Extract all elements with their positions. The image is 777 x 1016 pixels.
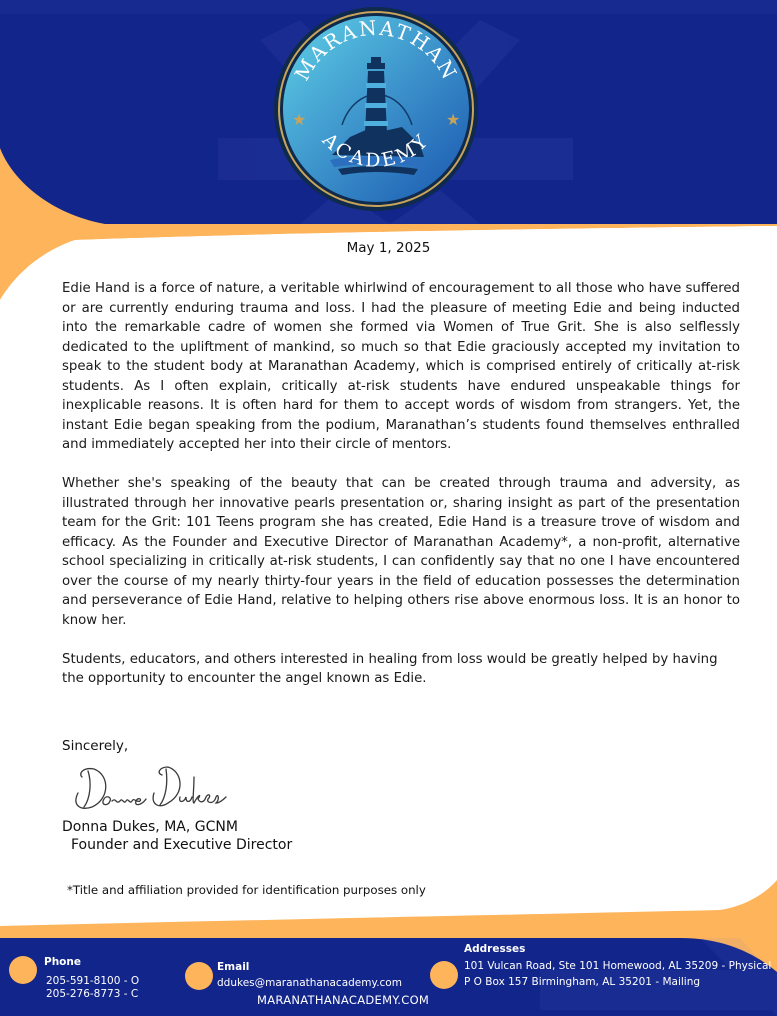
svg-text:MARANATHAN: MARANATHAN [289,15,463,85]
maranathan-academy-logo [272,5,480,213]
addresses-label: Addresses [464,943,526,955]
closing: Sincerely, [62,738,129,754]
signer-name: Donna Dukes, MA, GCNM [62,819,238,835]
star-icon: ★ [446,110,461,129]
address-icon [430,961,458,989]
footnote: *Title and affiliation provided for identification purposes only [67,883,426,897]
address-physical: 101 Vulcan Road, Ste 101 Homewood, AL 35209 - Physical [464,960,772,972]
phone-cell[interactable]: 205-276-8773 - C [46,988,139,1000]
email-link[interactable]: ddukes@maranathanacademy.com [217,977,402,989]
signer-title: Founder and Executive Director [71,837,293,853]
star-icon: ★ [292,110,307,129]
signature-image [70,763,270,815]
phone-icon [9,956,37,984]
address-mailing: P O Box 157 Birmingham, AL 35201 - Mailing [464,976,701,988]
svg-text:ACADEMY: ACADEMY [317,128,435,172]
letter-body [62,279,740,689]
paragraph-3: Students, educators, and others interested in healing from loss would be greatly helped by having the opportunity to encounter the angel known as Edie. [62,651,718,686]
phone-label: Phone [44,956,81,968]
paragraph-2: Whether she's speaking of the beauty that can be created through trauma and adversity, as illustrated through her innovative pearls presentation or, sharing insight as part of the presentation team for the Grit: 101 Teens program she has created, Edie Hand is a treasure trove of wisdom and efficacy. As the Founder and Executive Director of Maranathan Academy*, a non-profit, alternative school specializing in critically at-risk students, I can confidently say that no one I have encountered over the course of my nearly thirty-four years in the field of education possesses the determination and perseverance of Edie Hand, relative to helping others rise above enormous loss. It is an honor to know her. [62,476,740,628]
email-label: Email [217,961,250,973]
letter-date: May 1, 2025 [346,240,431,256]
website-link[interactable]: MARANATHANACADEMY.COM [257,993,430,1007]
phone-office[interactable]: 205-591-8100 - O [46,975,140,987]
email-icon [185,962,213,990]
paragraph-1: Edie Hand is a force of nature, a veritable whirlwind of encouragement to all those who have suffered or are currently enduring trauma and loss. I had the pleasure of meeting Edie and being inducted into the remarkable cadre of women she formed via Women of True Grit. She is also selflessly dedicated to the upliftment of mankind, so much so that Edie graciously accepted my invitation to speak to the student body at Maranathan Academy, which is comprised entirely of critically at-risk students. As I often explain, critically at-risk students have endured unspeakable things for inexplicable reasons. It is often hard for them to accept words of wisdom from strangers. Yet, the instant Edie began speaking from the podium, Maranathan’s students found themselves enthralled and immediately accepted her into their circle of mentors. [62,281,740,452]
